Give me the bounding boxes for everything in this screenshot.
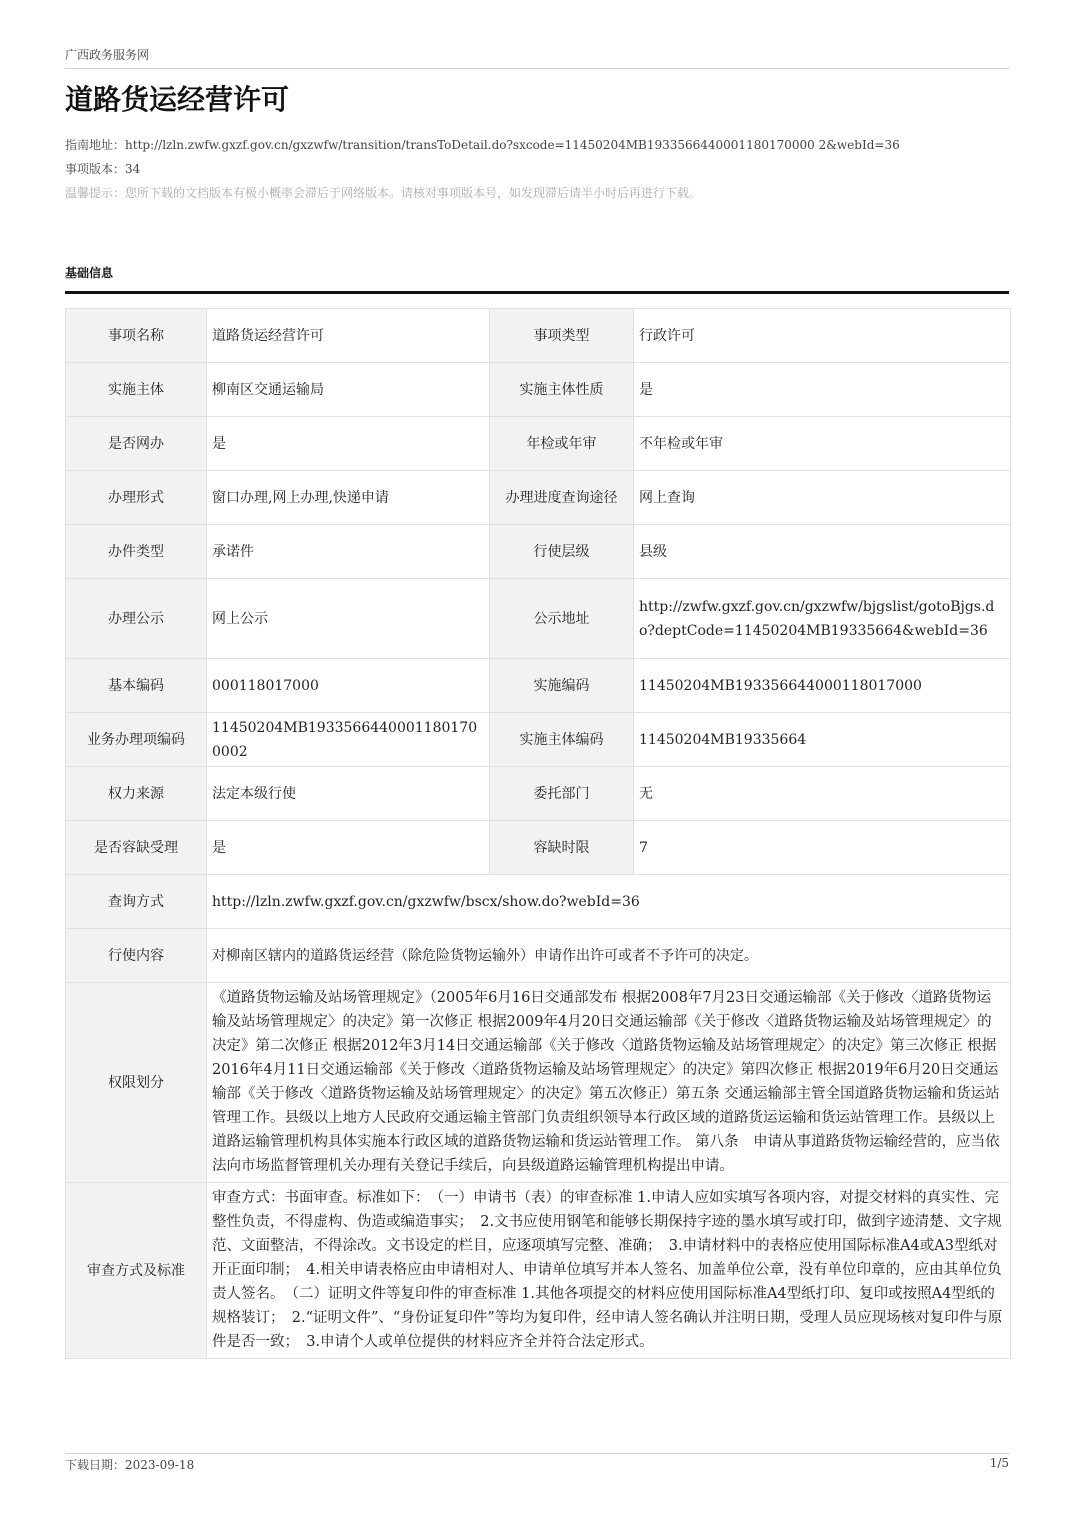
guide-address-link[interactable]: http://lzln.zwfw.gxzf.gov.cn/gxzwfw/transition/transToDetail.do?sxcode=11450204MB1933566440001180170000 2&webId=36	[125, 138, 900, 152]
page-title: 道路货运经营许可	[65, 83, 290, 116]
footer-divider	[65, 1453, 1009, 1454]
download-date	[65, 1456, 194, 1473]
table-row	[66, 713, 1011, 767]
label-body-code: 实施主体编码	[490, 713, 634, 767]
value-power-source: 法定本级行使	[207, 767, 490, 821]
section-title-basic-info: 基础信息	[65, 266, 114, 280]
label-case-type: 办件类型	[66, 525, 207, 579]
value-handling-form: 窗口办理,网上办理,快递申请	[207, 471, 490, 525]
value-item-type: 行政许可	[634, 309, 1011, 363]
table-row	[66, 417, 1011, 471]
value-publicity-address[interactable]: http://zwfw.gxzf.gov.cn/gxzwfw/bjgslist/gotoBjgs.do?deptCode=11450204MB19335664&webId=36	[634, 579, 1011, 659]
site-name: 广西政务服务网	[65, 46, 1009, 69]
basic-info-table	[65, 308, 1011, 1359]
item-version-value: 34	[125, 162, 141, 176]
label-power-source: 权力来源	[66, 767, 207, 821]
value-annual-review: 不年检或年审	[634, 417, 1011, 471]
value-entrusted-department: 无	[634, 767, 1011, 821]
value-business-item-code: 11450204MB19335664400011801700002	[207, 713, 490, 767]
value-basic-code: 000118017000	[207, 659, 490, 713]
table-row	[66, 309, 1011, 363]
table-row	[66, 767, 1011, 821]
label-review-standard: 审查方式及标准	[66, 1183, 207, 1359]
value-online-service: 是	[207, 417, 490, 471]
item-version-label: 事项版本：	[65, 162, 126, 176]
label-handling-form: 办理形式	[66, 471, 207, 525]
label-business-item-code: 业务办理项编码	[66, 713, 207, 767]
value-item-name: 道路货运经营许可	[207, 309, 490, 363]
label-progress-query: 办理进度查询途径	[490, 471, 634, 525]
table-row	[66, 929, 1011, 983]
label-annual-review: 年检或年审	[490, 417, 634, 471]
label-exercise-level: 行使层级	[490, 525, 634, 579]
download-date-label: 下载日期：	[65, 1458, 126, 1472]
table-row	[66, 579, 1011, 659]
label-tolerance-limit: 容缺时限	[490, 821, 634, 875]
label-query-method: 查询方式	[66, 875, 207, 929]
value-body-nature: 是	[634, 363, 1011, 417]
label-authority-division: 权限划分	[66, 983, 207, 1183]
label-online-service: 是否网办	[66, 417, 207, 471]
label-body-nature: 实施主体性质	[490, 363, 634, 417]
label-implementing-body: 实施主体	[66, 363, 207, 417]
value-review-standard: 审查方式：书面审查。标准如下： （一）申请书（表）的审查标准 1.申请人应如实填写各项内容，对提交材料的真实性、完整性负责，不得虚构、伪造或编造事实； 2.文书应使用钢笔和能够长期保持字迹的墨水填写或打印，做到字迹清楚、文字规范、文面整洁，不得涂改。文书设定的栏目，应逐项填写完整、准确； 3.申请材料中的表格应使用国际标准A4或A3型纸对开正面印制； 4.相关申请表格应由申请相对人、申请单位填写并本人签名、加盖单位公章，没有单位印章的，应由其单位负责人签名。 （二）证明文件等复印件的审查标准 1.其他各项提交的材料应使用国际标准A4型纸打印、复印或按照A4型纸的规格装订； 2.“证明文件”、“身份证复印件”等均为复印件，经申请人签名确认并注明日期，受理人员应现场核对复印件与原件是否一致； 3.申请个人或单位提供的材料应齐全并符合法定形式。	[207, 1183, 1011, 1359]
value-implementing-body: 柳南区交通运输局	[207, 363, 490, 417]
label-exercise-content: 行使内容	[66, 929, 207, 983]
label-implementation-code: 实施编码	[490, 659, 634, 713]
section-divider	[65, 291, 1009, 294]
label-basic-code: 基本编码	[66, 659, 207, 713]
table-row	[66, 659, 1011, 713]
page-number: 1/5	[989, 1456, 1009, 1470]
table-row	[66, 525, 1011, 579]
value-body-code: 11450204MB19335664	[634, 713, 1011, 767]
table-row	[66, 875, 1011, 929]
label-item-name: 事项名称	[66, 309, 207, 363]
download-notice: 温馨提示：您所下载的文档版本有极小概率会滞后于网络版本。请核对事项版本号，如发现滞后请半小时后再进行下载。	[65, 186, 702, 200]
value-tolerance-limit: 7	[634, 821, 1011, 875]
value-implementation-code: 11450204MB193356644000118017000	[634, 659, 1011, 713]
table-row	[66, 1183, 1011, 1359]
table-row	[66, 363, 1011, 417]
table-row	[66, 983, 1011, 1183]
label-item-type: 事项类型	[490, 309, 634, 363]
guide-address	[65, 136, 900, 153]
value-authority-division: 《道路货物运输及站场管理规定》（2005年6月16日交通部发布 根据2008年7月23日交通运输部《关于修改〈道路货物运输及站场管理规定〉的决定》第一次修正 根据2009年4月20日交通运输部《关于修改〈道路货物运输及站场管理规定〉的决定》第二次修正 根据2012年3月14日交通运输部《关于修改〈道路货物运输及站场管理规定〉的决定》第三次修正 根据2016年4月11日交通运输部《关于修改〈道路货物运输及站场管理规定〉的决定》第四次修正 根据2019年6月20日交通运输部《关于修改〈道路货物运输及站场管理规定〉的决定》第五次修正）第五条 交通运输部主管全国道路货物运输和货运站管理工作。县级以上地方人民政府交通运输主管部门负责组织领导本行政区域的道路货运运输和货运站管理工作。县级以上道路运输管理机构具体实施本行政区域的道路货物运输和货运站管理工作。 第八条 申请从事道路货物运输经营的，应当依法向市场监督管理机关办理有关登记手续后，向县级道路运输管理机构提出申请。	[207, 983, 1011, 1183]
label-publicity: 办理公示	[66, 579, 207, 659]
item-version	[65, 160, 140, 177]
value-progress-query: 网上查询	[634, 471, 1011, 525]
value-exercise-content: 对柳南区辖内的道路货运经营（除危险货物运输外）申请作出许可或者不予许可的决定。	[207, 929, 1011, 983]
guide-address-label: 指南地址：	[65, 138, 126, 152]
table-row	[66, 471, 1011, 525]
download-date-value: 2023-09-18	[125, 1458, 195, 1472]
value-case-type: 承诺件	[207, 525, 490, 579]
label-publicity-address: 公示地址	[490, 579, 634, 659]
value-tolerance-acceptance: 是	[207, 821, 490, 875]
value-publicity: 网上公示	[207, 579, 490, 659]
table-row	[66, 821, 1011, 875]
value-query-method[interactable]: http://lzln.zwfw.gxzf.gov.cn/gxzwfw/bscx/show.do?webId=36	[207, 875, 1011, 929]
label-tolerance-acceptance: 是否容缺受理	[66, 821, 207, 875]
value-exercise-level: 县级	[634, 525, 1011, 579]
label-entrusted-department: 委托部门	[490, 767, 634, 821]
